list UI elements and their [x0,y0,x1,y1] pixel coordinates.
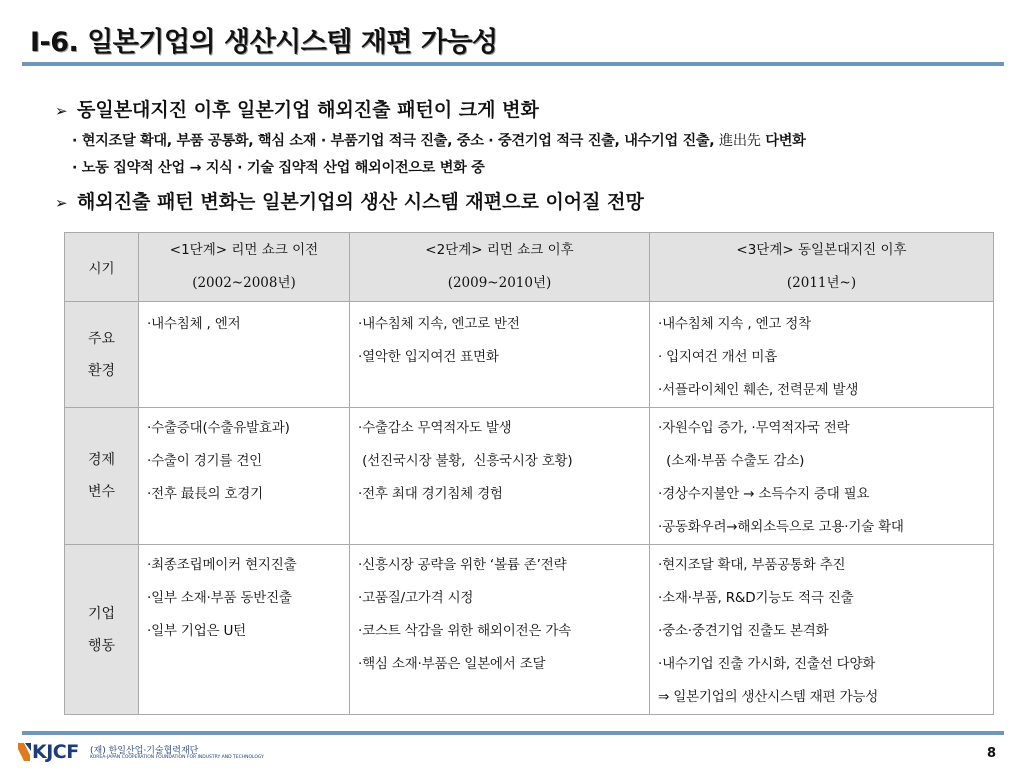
header-stage-1: <1단계> 리먼 쇼크 이전 (2002~2008년) [139,233,350,302]
cell-biz-stage-2: ·신흥시장 공략을 위한 ‘볼륨 존’전략 ·고품질/고가격 시정 ·코스트 삭감을 위한 해외이전은 가속 ·핵심 소재·부품은 일본에서 조달 [350,545,650,715]
header-label: 시기 [65,233,139,302]
sub-bullet-1-tail: 다변화 [760,133,806,149]
bullet-2-text: 해외진출 패턴 변화는 일본기업의 생산 시스템 재편으로 이어질 전망 [77,191,644,213]
footer-divider [22,731,1004,735]
cell-env-stage-1: ·내수침체 , 엔저 [139,302,350,408]
arrow-bullet-icon: ➢ [55,102,68,120]
logo-text: KJCF [32,741,79,763]
row-label-economy: 경제 변수 [65,408,139,545]
row-label-business: 기업 행동 [65,545,139,715]
sub-bullet-1-text: · 현지조달 확대, 부품 공통화, 핵심 소재 · 부품기업 적극 진출, 중소 · 중견기업 적극 진출, 내수기업 진출, [72,133,720,149]
title-divider [22,62,1004,66]
org-sub: KOREA-JAPAN COOPERATION FOUNDATION FOR INDUSTRY AND TECHNOLOGY [90,755,264,760]
header-stage-2: <2단계> 리먼 쇼크 이후 (2009~2010년) [350,233,650,302]
header-stage-3: <3단계> 동일본대지진 이후 (2011년~) [650,233,994,302]
cell-biz-stage-3: ·현지조달 확대, 부품공통화 추진 ·소재·부품, R&D기능도 적극 진출 ·중소·중견기업 진출도 본격화 ·내수기업 진출 가시화, 진출선 다양화 ⇒ 일본기업의 생산시스템 재편 가능성 [650,545,994,715]
bullet-2 [55,187,644,214]
sub-bullet-2: · 노동 집약적 산업 → 지식 · 기술 집약적 산업 해외이전으로 변화 중 [72,160,485,176]
comparison-table [64,232,994,715]
table-header-row [65,233,994,302]
cell-biz-stage-1: ·최종조립메이커 현지진출 ·일부 소재·부품 동반진출 ·일부 기업은 U턴 [139,545,350,715]
table-row-business [65,545,994,715]
cell-env-stage-2: ·내수침체 지속, 엔고로 반전 ·열악한 입지여건 표면화 [350,302,650,408]
cell-econ-stage-2: ·수출감소 무역적자도 발생 (선진국시장 불황, 신흥국시장 호황) ·전후 최대 경기침체 경험 [350,408,650,545]
logo-mark-icon [18,741,32,763]
bullet-1-text: 동일본대지진 이후 일본기업 해외진출 패턴이 크게 변화 [77,99,539,121]
kjcf-logo [18,741,264,765]
sub-bullet-1-hanja: 進出先 [719,133,761,149]
cell-econ-stage-1: ·수출증대(수출유발효과) ·수출이 경기를 견인 ·전후 最長의 호경기 [139,408,350,545]
page-title: Ⅰ-6. 일본기업의 생산시스템 재편 가능성 [30,27,498,58]
org-name: (재) 한일산업·기술협력재단 [90,746,199,756]
cell-env-stage-3: ·내수침체 지속 , 엔고 정착 · 입지여건 개선 미흡 ·서플라이체인 훼손, 전력문제 발생 [650,302,994,408]
sub-bullet-1 [72,130,806,150]
bullet-1 [55,95,539,122]
arrow-bullet-icon: ➢ [55,194,68,212]
page-number: 8 [986,746,996,761]
table-row-economy [65,408,994,545]
table-row-environment [65,302,994,408]
row-label-environment: 주요 환경 [65,302,139,408]
cell-econ-stage-3: ·자원수입 증가, ·무역적자국 전락 (소재·부품 수출도 감소) ·경상수지불안 → 소득수지 증대 필요 ·공동화우려→해외소득으로 고용·기술 확대 [650,408,994,545]
